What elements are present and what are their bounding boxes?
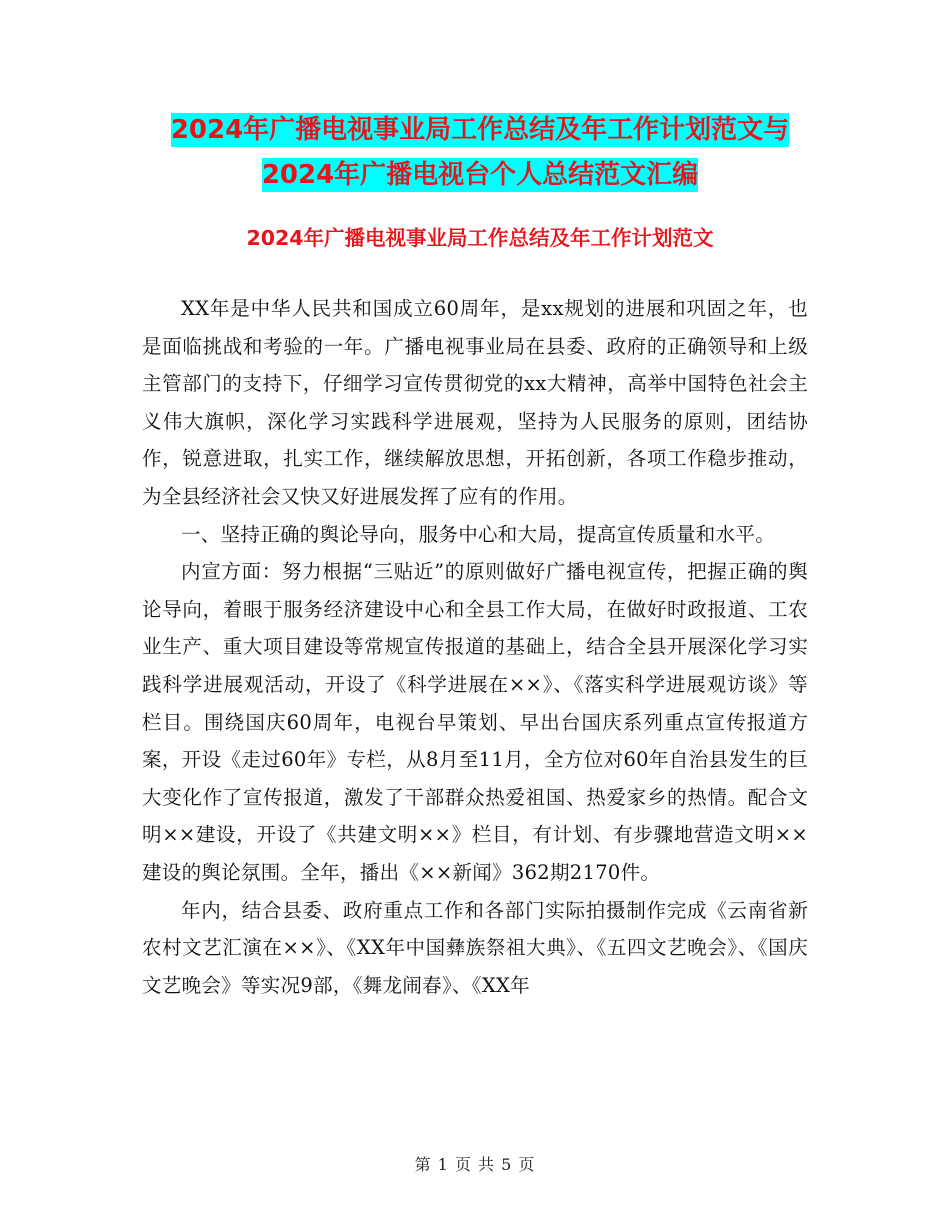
section-title: 2024年广播电视事业局工作总结及年工作计划范文 — [246, 226, 714, 250]
paragraph-intro: XX年是中华人民共和国成立60周年，是xx规划的进展和巩固之年，也是面临挑战和考验的一年。广播电视事业局在县委、政府的正确领导和上级主管部门的支持下，仔细学习宣传贯彻党的xx大精神，高举中国特色社会主义伟大旗帜，深化学习实践科学进展观，坚持为人民服务的原则，团结协作，锐意进取，扎实工作，继续解放思想，开拓创新，各项工作稳步推动，为全县经济社会又快又好进展发挥了应有的作用。 — [142, 297, 808, 508]
document-title — [140, 108, 820, 198]
page-number-footer: 第 1 页 共 5 页 — [414, 1155, 536, 1174]
paragraph-annual-production: 年内，结合县委、政府重点工作和各部门实际拍摄制作完成《云南省新农村文艺汇演在××》、《XX年中国彝族祭祖大典》、《五四文艺晚会》、《国庆文艺晚会》等实况9部，《舞龙闹春》、《XX年 — [142, 898, 808, 997]
paragraph-heading-1: 一、坚持正确的舆论导向，服务中心和大局，提高宣传质量和水平。 — [181, 522, 776, 546]
document-title-line-2: 2024年广播电视台个人总结范文汇编 — [261, 160, 699, 190]
document-title-line-1: 2024年广播电视事业局工作总结及年工作计划范文与 — [170, 115, 790, 145]
document-body — [142, 290, 808, 1004]
paragraph-internal-publicity: 内宣方面：努力根据“三贴近”的原则做好广播电视宣传，把握正确的舆论导向，着眼于服务经济建设中心和全县工作大局，在做好时政报道、工农业生产、重大项目建设等常规宣传报道的基础上，结合全县开展深化学习实践科学进展观活动，开设了《科学进展在××》、《落实科学进展观访谈》等栏目。围绕国庆60周年，电视台早策划、早出台国庆系列重点宣传报道方案，开设《走过60年》专栏，从8月至11月，全方位对60年自治县发生的巨大变化作了宣传报道，激发了干部群众热爱祖国、热爱家乡的热情。配合文明××建设，开设了《共建文明××》栏目，有计划、有步骤地营造文明××建设的舆论氛围。全年，播出《××新闻》362期2170件。 — [142, 560, 808, 884]
